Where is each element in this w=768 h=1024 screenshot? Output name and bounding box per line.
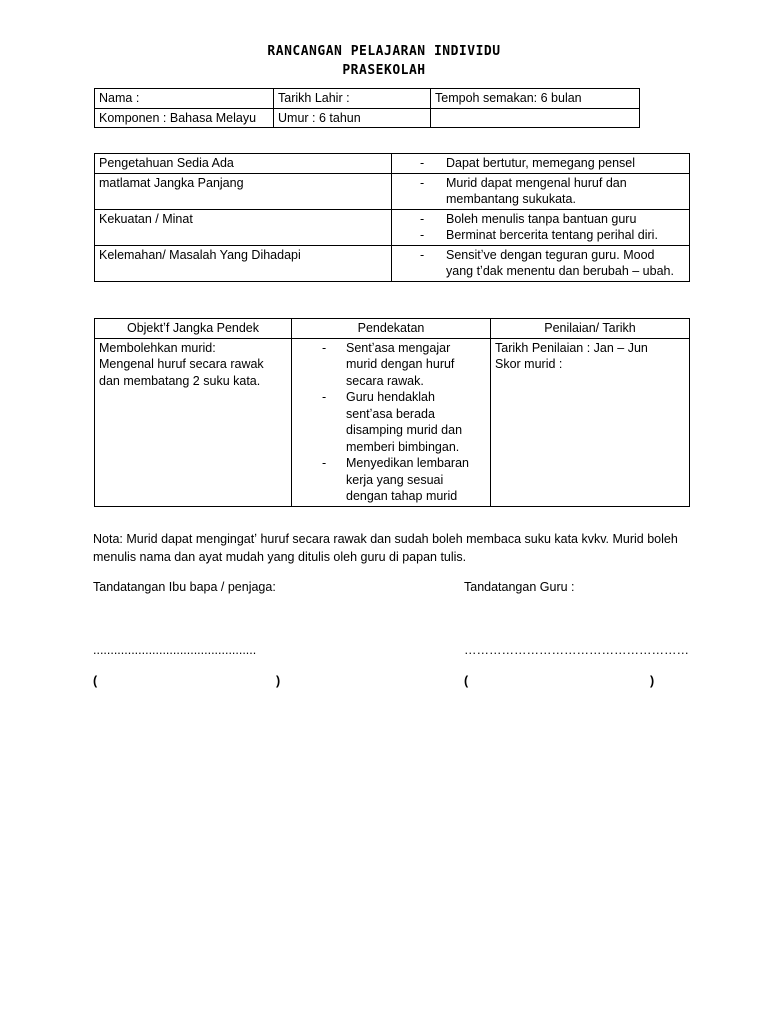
column-header: Penilaian/ Tarikh bbox=[491, 319, 690, 339]
approach-list bbox=[322, 340, 480, 505]
empty-cell bbox=[431, 108, 640, 128]
table-row bbox=[95, 89, 640, 109]
profile-label: matlamat Jangka Panjang bbox=[95, 173, 392, 209]
objective-cell bbox=[95, 338, 292, 506]
table-row bbox=[95, 173, 690, 209]
profile-label: Kelemahan/ Masalah Yang Dihadapi bbox=[95, 245, 392, 281]
profile-label: Kekuatan / Minat bbox=[95, 209, 392, 245]
profile-list bbox=[420, 175, 685, 208]
profile-label: Pengetahuan Sedia Ada bbox=[95, 154, 392, 174]
profile-value bbox=[392, 154, 690, 174]
assessment-line: Skor murid : bbox=[495, 357, 563, 371]
profile-table bbox=[94, 153, 690, 282]
document-subtitle: PRASEKOLAH bbox=[342, 63, 426, 78]
profile-list bbox=[420, 211, 685, 244]
approach-cell bbox=[292, 338, 491, 506]
list-item: - Boleh menulis tanpa bantuan guru bbox=[420, 211, 685, 228]
parent-name-open-paren: ( bbox=[93, 674, 98, 688]
list-item: - Guru hendaklah sentʼasa berada disamping murid dan memberi bimbingan. bbox=[322, 389, 480, 455]
profile-value bbox=[392, 173, 690, 209]
name-cell: Nama : bbox=[95, 89, 274, 109]
table-row bbox=[95, 108, 640, 128]
table-row bbox=[95, 338, 690, 506]
list-item: - Sensitʼve dengan teguran guru. Mood yang tʼdak menentu dan berubah – ubah. bbox=[420, 247, 685, 280]
table-header-row bbox=[95, 319, 690, 339]
profile-value bbox=[392, 245, 690, 281]
teacher-name-open-paren: ( bbox=[464, 674, 469, 688]
table-row bbox=[95, 209, 690, 245]
parent-name-close-paren: ) bbox=[276, 674, 281, 688]
profile-list bbox=[420, 155, 685, 172]
document-title: RANCANGAN PELAJARAN INDIVIDU bbox=[267, 44, 501, 59]
column-header: Pendekatan bbox=[292, 319, 491, 339]
note-paragraph: Nota: Murid dapat mengingatʼ huruf secara rawak dan sudah boleh membaca suku kata kvkv. Murid boleh menulis nama dan ayat mudah yang ditulis oleh guru di papan tulis. bbox=[93, 532, 678, 564]
objective-line: Membolehkan murid: bbox=[99, 340, 216, 355]
profile-list bbox=[420, 247, 685, 280]
birthdate-cell: Tarikh Lahir : bbox=[274, 89, 431, 109]
table-row bbox=[95, 154, 690, 174]
assessment-line: Tarikh Penilaian : Jan – Jun bbox=[495, 340, 648, 355]
age-cell: Umur : 6 tahun bbox=[274, 108, 431, 128]
parent-signature-label: Tandatangan Ibu bapa / penjaga: bbox=[93, 580, 276, 594]
objective-table bbox=[94, 318, 690, 507]
list-item: - Berminat bercerita tentang perihal diri. bbox=[420, 227, 685, 244]
review-period-cell: Tempoh semakan: 6 bulan bbox=[431, 89, 640, 109]
info-table bbox=[94, 88, 640, 128]
parent-signature-line: ............................................... bbox=[93, 643, 257, 657]
column-header: Objektʼf Jangka Pendek bbox=[95, 319, 292, 339]
objective-line: Mengenal huruf secara rawak dan membatang 2 suku kata. bbox=[99, 357, 264, 388]
list-item: - Sentʼasa mengajar murid dengan huruf secara rawak. bbox=[322, 340, 480, 390]
list-item: - Murid dapat mengenal huruf dan membantang sukukata. bbox=[420, 175, 685, 208]
assessment-cell bbox=[491, 338, 690, 506]
profile-value bbox=[392, 209, 690, 245]
teacher-signature-label: Tandatangan Guru : bbox=[464, 580, 575, 594]
list-item: - Dapat bertutur, memegang pensel bbox=[420, 155, 685, 172]
list-item: - Menyedikan lembaran kerja yang sesuai dengan tahap murid bbox=[322, 455, 480, 505]
teacher-signature-line: ……………………………………………… bbox=[464, 643, 689, 657]
component-cell: Komponen : Bahasa Melayu bbox=[95, 108, 274, 128]
teacher-name-close-paren: ) bbox=[650, 674, 655, 688]
table-row bbox=[95, 245, 690, 281]
